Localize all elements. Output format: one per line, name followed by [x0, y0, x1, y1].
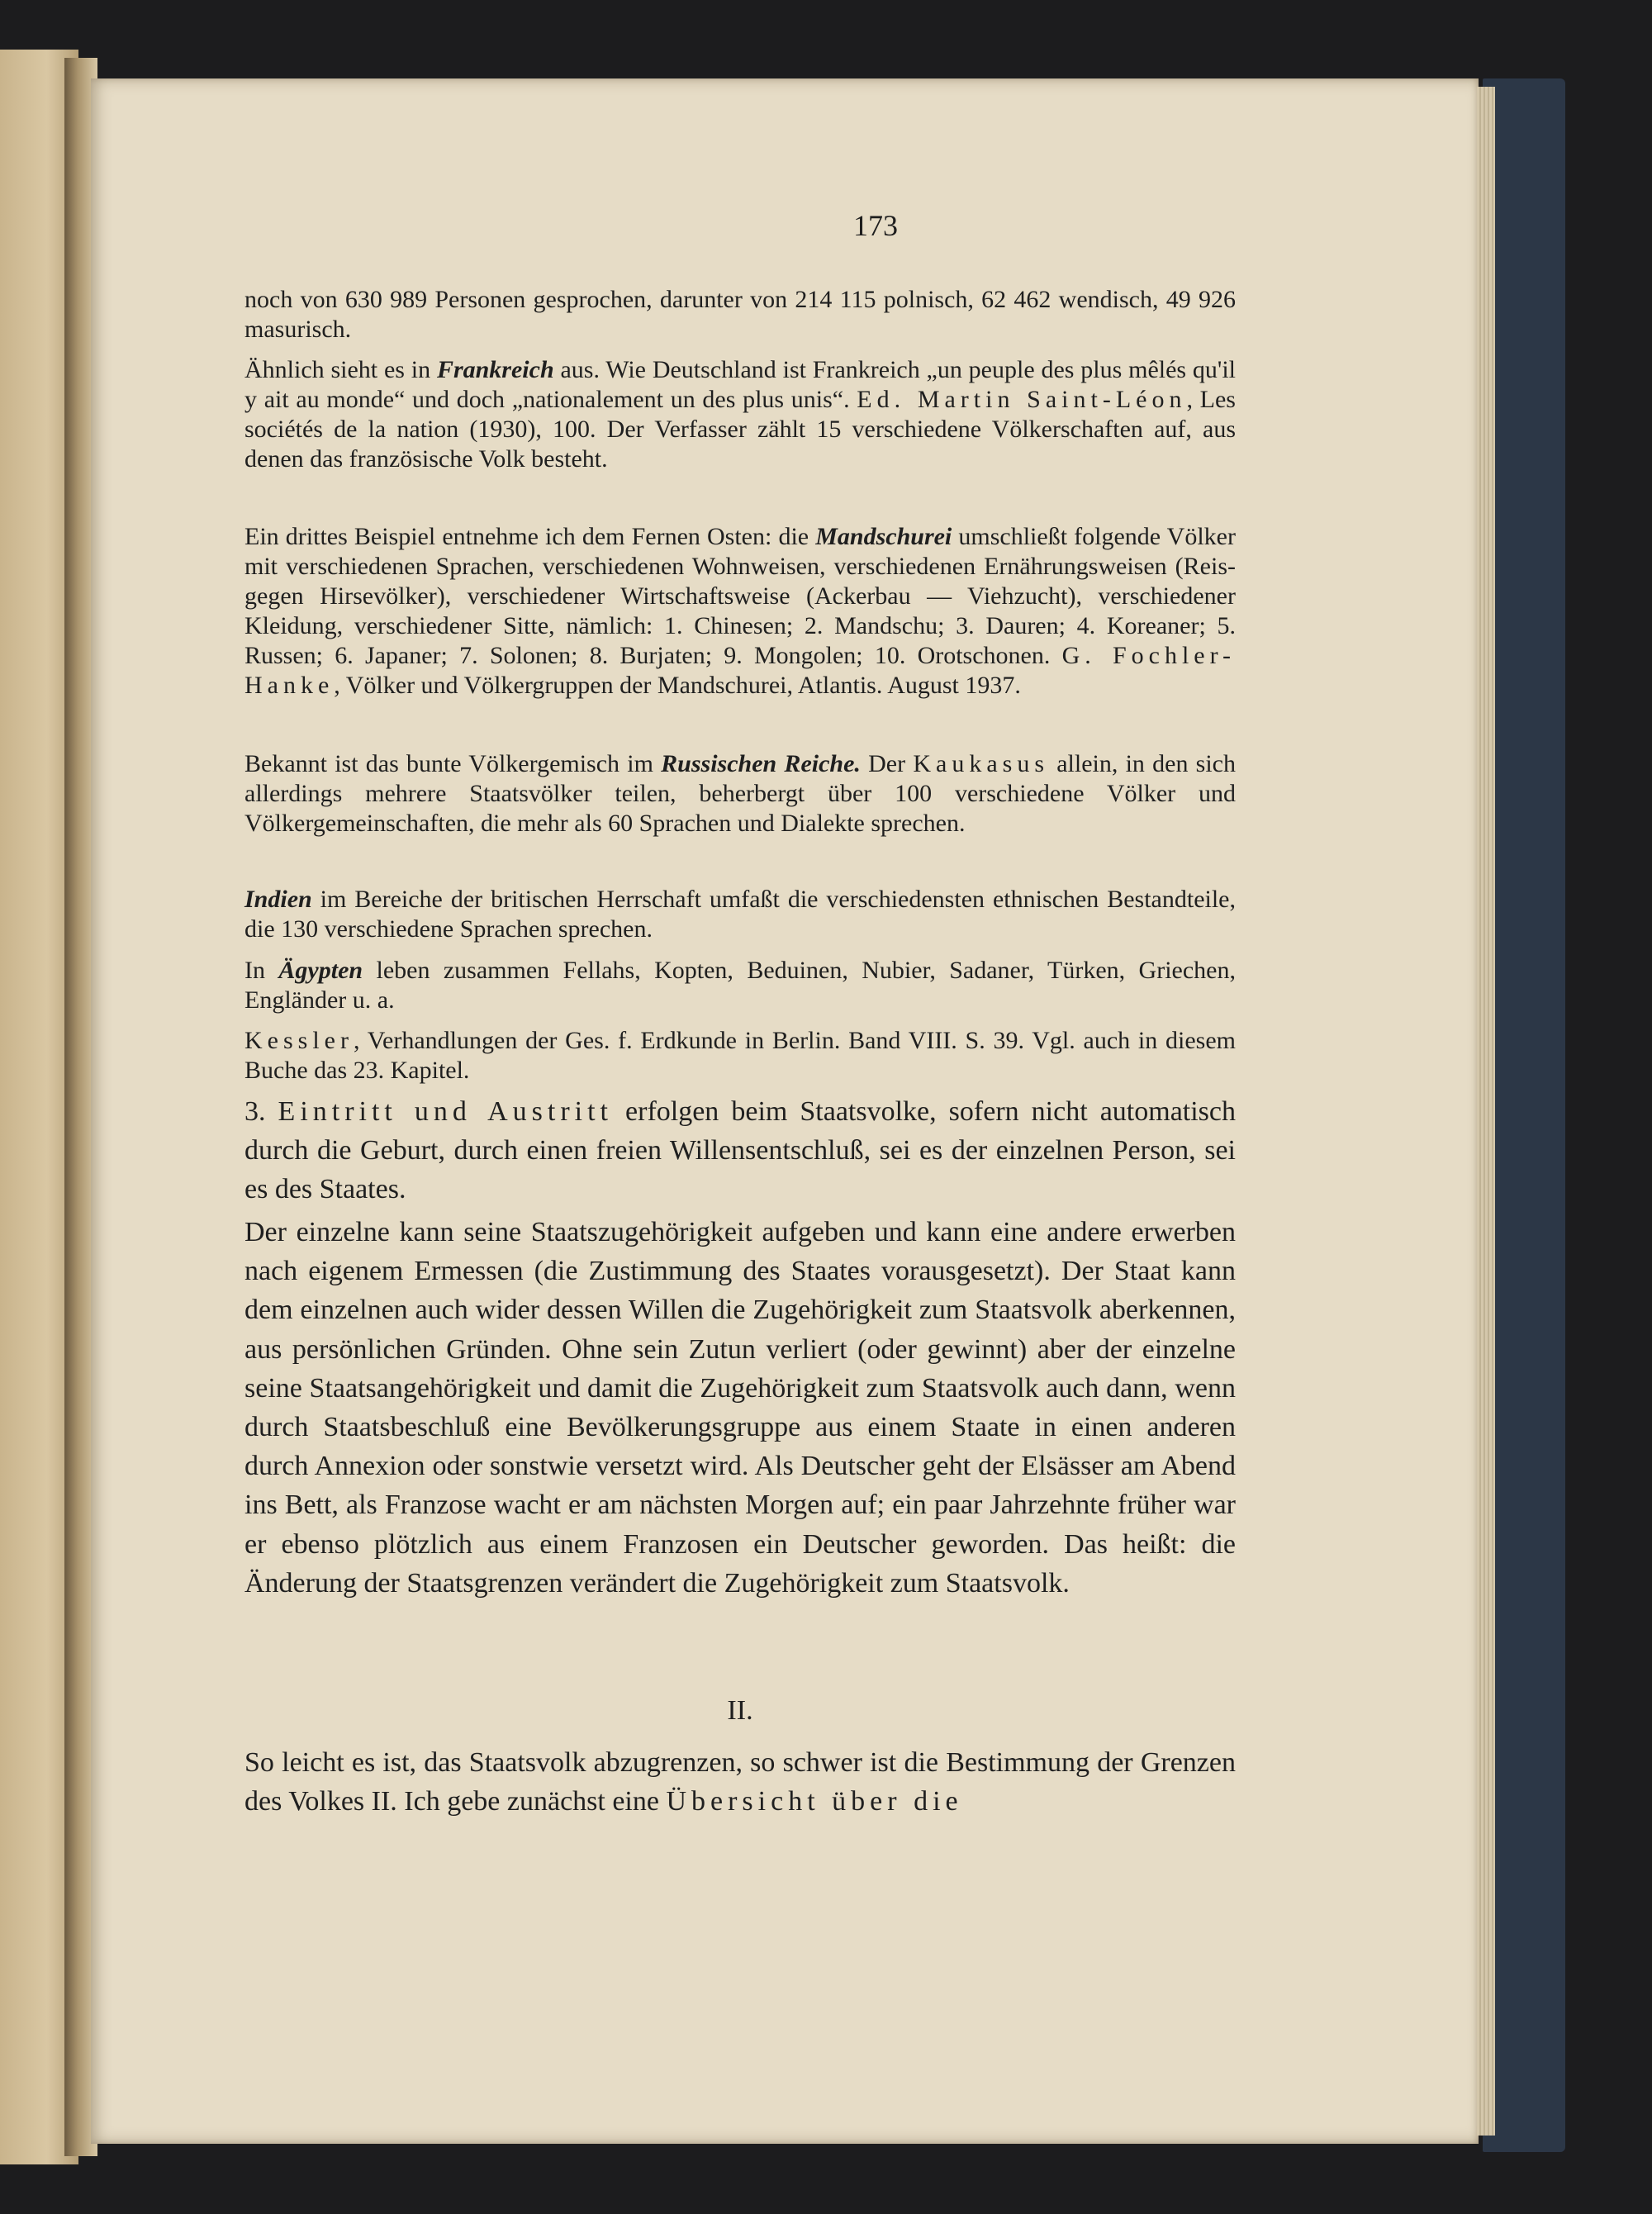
paragraph-aegypten [244, 956, 1236, 1015]
text-segment: , Les sociétés de la nation (1930), 100. Der Verfasser zählt 15 verschiedene Völkerschaften auf, aus denen das französische Volk besteht. [244, 386, 1236, 473]
text-segment: Ed. Martin Saint-Léon [857, 386, 1187, 413]
text-segment: umschließt folgende Völker mit verschiedenen Sprachen, verschiedenen Wohnweisen, verschiedenen Ernährungsweisen (Reis- gegen Hirsevölker), verschiedener Wirtschaftsweise (Ackerbau — Viehzucht), verschiedener Kleidung, verschiedener Sitte, nämlich: 1. Chinesen; 2. Mandschu; 3. Dauren; 4. Koreaner; 5. Russen; 6. Japaner; 7. Solonen; 8. Burjaten; 9. Mongolen; 10. Orotschonen. [244, 523, 1236, 669]
text-segment: Übersicht über die [666, 1786, 963, 1817]
paragraph-russisches-reich [244, 749, 1236, 839]
text-segment: , Verhandlungen der Ges. f. Erdkunde in Berlin. Band VIII. S. 39. Vgl. auch in diesem Buche das 23. Kapitel. [244, 1027, 1236, 1084]
paragraph-fn-continuation [244, 285, 1236, 344]
text-segment: Russischen Reiche. [661, 750, 861, 777]
text-segment: Kessler [244, 1027, 354, 1054]
paragraph-indien [244, 885, 1236, 944]
section-heading: II. [727, 1695, 753, 1726]
text-segment: G. Fochler-Hanke [244, 642, 1237, 699]
text-segment: 3. [244, 1096, 278, 1127]
text-segment: erfolgen beim Staatsvolke, sofern nicht automatisch durch die Geburt, durch einen freien Willensentschluß, sei es der einzelnen Person, sei es des Staates. [244, 1096, 1237, 1205]
text-segment: noch von 630 989 Personen gesprochen, darunter von 214 115 polnisch, 62 462 wendisch, 49 926 masurisch. [244, 286, 1236, 343]
text-segment: allein, in den sich allerdings mehrere Staatsvölker teilen, beherbergt über 100 verschiedene Völker und Völkergemeinschaften, die mehr als 60 Sprachen und Dialekte sprechen. [244, 750, 1236, 837]
text-segment: Ähnlich sieht es in [244, 356, 437, 383]
text-segment: Der einzelne kann seine Staatszugehörigkeit aufgeben und kann eine andere erwerben nach eigenem Ermessen (die Zustimmung des Staates vorausgesetzt). Der Staat kann dem einzelnen auch wider dessen Willen die Zugehörigkeit zum Staatsvolk aberkennen, aus persönlichen Gründen. Ohne sein Zutun verliert (oder gewinnt) aber der einzelne seine Staatsangehörigkeit und damit die Zugehörigkeit zum Staatsvolk auch dann, wenn durch Staatsbeschluß eine Bevölkerungsgruppe aus einem Staate in einen anderen durch Annexion oder sonstwie versetzt wird. Als Deutscher geht der Elsässer am Abend ins Bett, als Franzose wacht er am nächsten Morgen auf; ein paar Jahrzehnte früher war er ebenso plötzlich aus einem Franzosen ein Deutscher geworden. Das heißt: die Änderung der Staatsgrenzen verändert die Zugehörigkeit zum Staatsvolk. [244, 1217, 1236, 1599]
text-segment: Der [860, 750, 914, 777]
text-segment: Bekannt ist das bunte Völkergemisch im [244, 750, 662, 777]
text-segment: Ägypten [278, 957, 363, 984]
text-segment: Eintritt und Austritt [278, 1096, 613, 1127]
book-cover [1483, 78, 1565, 2152]
text-segment: Kaukasus [913, 750, 1049, 777]
text-segment: Ein drittes Beispiel entnehme ich dem Fernen Osten: die [244, 523, 816, 550]
text-segment: Mandschurei [815, 523, 952, 550]
text-segment: In [244, 957, 279, 984]
paragraph-kessler [244, 1026, 1236, 1086]
page-number: 173 [853, 209, 898, 242]
text-segment: Frankreich [436, 356, 554, 383]
paragraph-frankreich [244, 355, 1236, 474]
text-segment: aus. Wie Deutschland ist Frankreich „un peuple des plus mêlés qu'il y ait au monde“ und doch „nationalement un des plus unis“. [244, 356, 1236, 413]
paragraph-mandschurei [244, 522, 1236, 701]
paragraph-eintritt-austritt [244, 1092, 1236, 1209]
paragraph-staatszugehoerigkeit [244, 1213, 1236, 1603]
text-segment: im Bereiche der britischen Herrschaft umfaßt die verschiedensten ethnischen Bestandteile, die 130 verschiedene Sprachen sprechen. [244, 886, 1236, 943]
text-segment: , Völker und Völkergruppen der Mandschurei, Atlantis. August 1937. [334, 672, 1021, 699]
text-segment: So leicht es ist, das Staatsvolk abzugrenzen, so schwer ist die Bestimmung der Grenzen des Volkes II. Ich gebe zunächst eine [244, 1747, 1236, 1817]
page-stack-edges [1477, 87, 1495, 2136]
text-segment: Indien [244, 886, 312, 913]
text-segment: leben zusammen Fellahs, Kopten, Beduinen, Nubier, Sadaner, Türken, Griechen, Engländer u. a. [244, 957, 1236, 1014]
paragraph-staatsvolk-abgrenzen [244, 1743, 1236, 1821]
